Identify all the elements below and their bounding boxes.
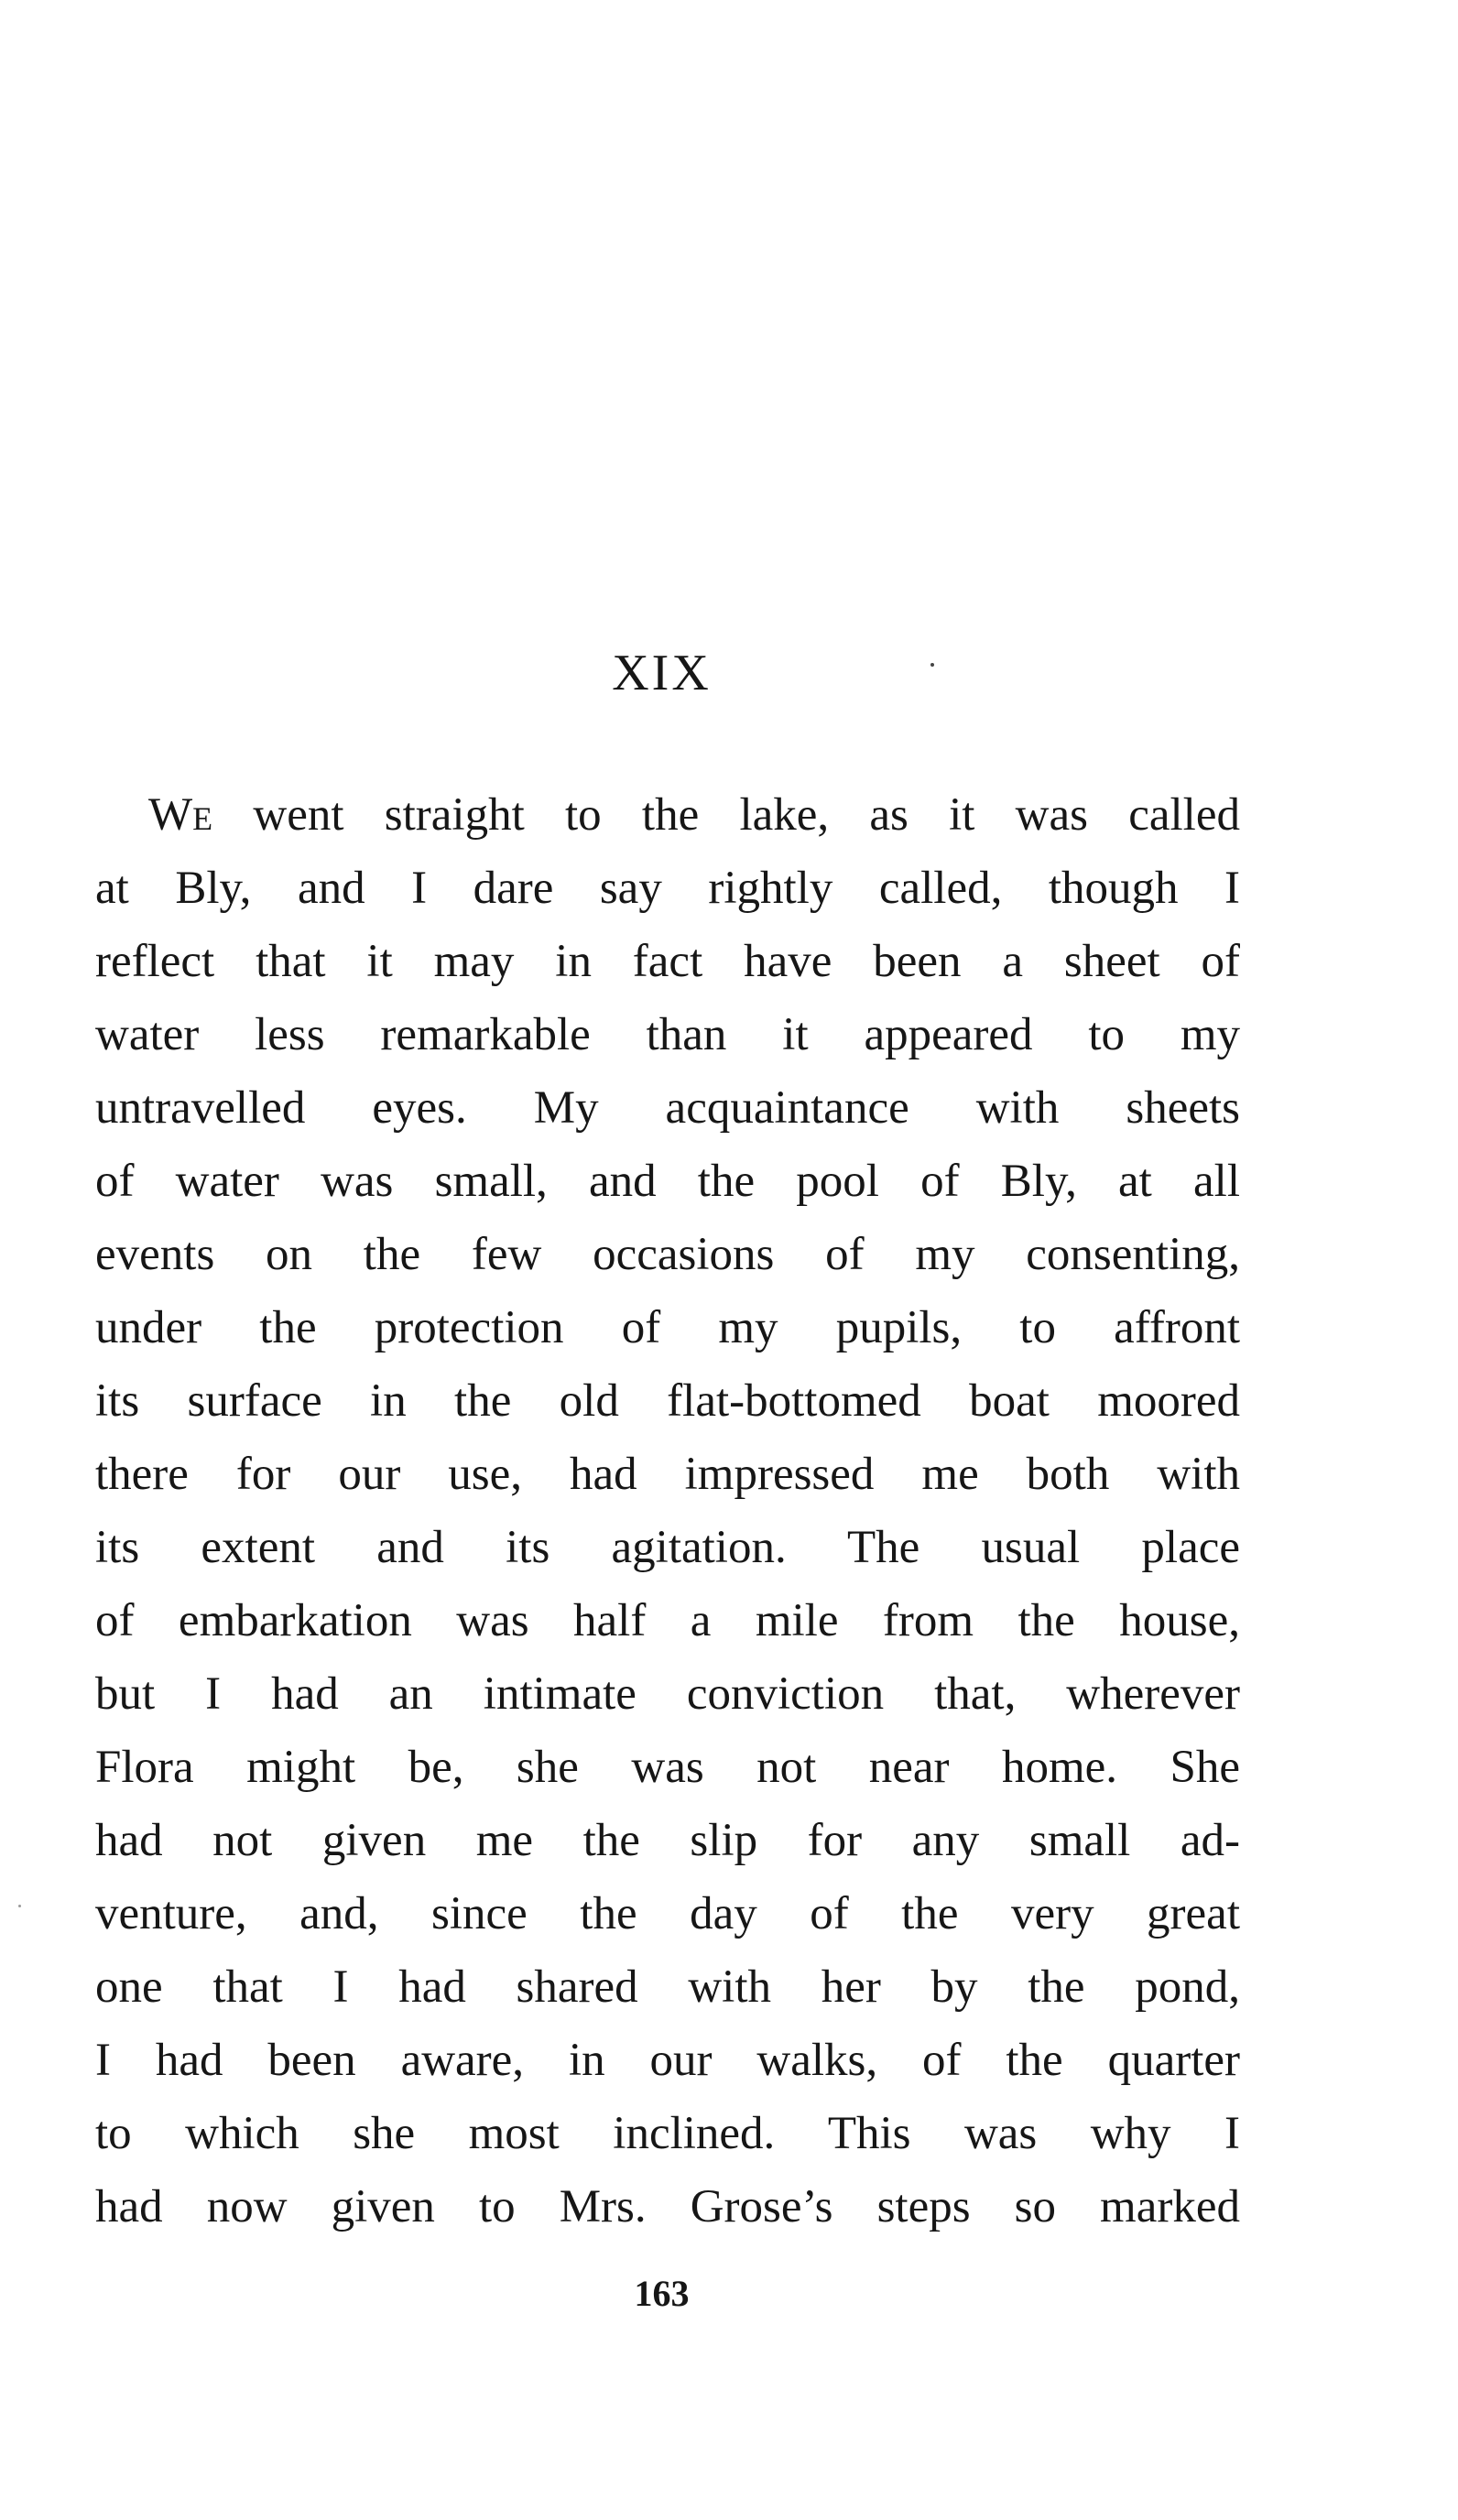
text-line: of water was small, and the pool of Bly, at all: [95, 1156, 1240, 1207]
text-line: but I had an intimate conviction that, wherever: [95, 1668, 1240, 1720]
first-word-small-caps: e: [192, 789, 213, 841]
chapter-heading: XIX: [612, 645, 712, 701]
drop-initial: W: [148, 789, 193, 841]
text-line: its surface in the old flat-bottomed boat moored: [95, 1375, 1240, 1427]
text-line: water less remarkable than it appeared to my: [95, 1009, 1240, 1060]
text-line: venture, and, since the day of the very great: [95, 1888, 1240, 1939]
text-line: reflect that it may in fact have been a sheet of: [95, 936, 1240, 987]
text-line: under the protection of my pupils, to affront: [95, 1302, 1240, 1353]
text-line: there for our use, had impressed me both with: [95, 1449, 1240, 1500]
text-line: of embarkation was half a mile from the house,: [95, 1595, 1240, 1646]
text-line: We went straight to the lake, as it was called: [148, 789, 1240, 841]
text-line: events on the few occasions of my consenting,: [95, 1229, 1240, 1280]
text-line: at Bly, and I dare say rightly called, though I: [95, 863, 1240, 914]
print-speck: [18, 1905, 21, 1907]
text-line: I had been aware, in our walks, of the quarter: [95, 2035, 1240, 2086]
page-number: 163: [634, 2273, 690, 2314]
text-line: untravelled eyes. My acquaintance with sheets: [95, 1082, 1240, 1134]
text-line: had not given me the slip for any small ad-: [95, 1815, 1240, 1866]
text-line: one that I had shared with her by the pond,: [95, 1961, 1240, 2013]
text-line: to which she most inclined. This was why I: [95, 2108, 1240, 2159]
text-line: Flora might be, she was not near home. She: [95, 1742, 1240, 1793]
text-line: had now given to Mrs. Grose’s steps so marked: [95, 2181, 1240, 2232]
text-line: its extent and its agitation. The usual place: [95, 1522, 1240, 1573]
body-text: [95, 778, 1240, 2243]
